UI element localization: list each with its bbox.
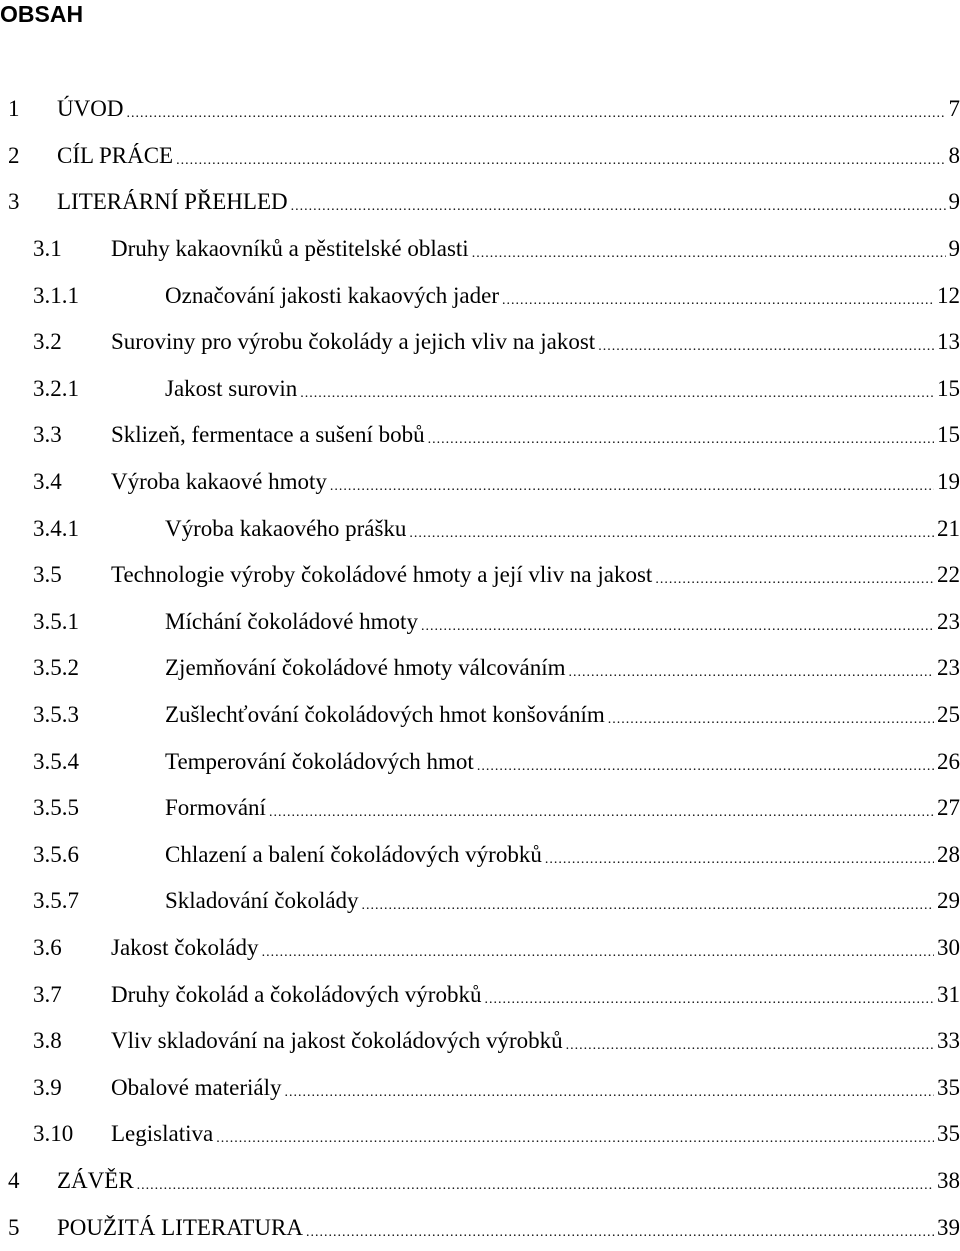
toc-entry[interactable] (0, 179, 960, 226)
dot-leader (300, 386, 934, 402)
toc-page-number: 9 (946, 236, 960, 262)
toc-entry[interactable] (0, 971, 960, 1018)
dot-leader (137, 1178, 934, 1194)
toc-number: 3.2 (0, 329, 111, 355)
dot-leader (502, 293, 934, 309)
toc-entry[interactable] (0, 692, 960, 739)
toc-page-number: 23 (934, 655, 960, 681)
dot-leader (545, 852, 934, 868)
toc-number: 3.1.1 (0, 283, 165, 309)
toc-entry[interactable] (0, 272, 960, 319)
toc-entry[interactable] (0, 785, 960, 832)
toc-number: 3.4.1 (0, 516, 165, 542)
toc-entry[interactable] (0, 86, 960, 133)
toc-entry[interactable] (0, 552, 960, 599)
dot-leader (608, 712, 934, 728)
toc-number: 3.9 (0, 1075, 111, 1101)
dot-leader (176, 153, 945, 169)
toc-page-number: 35 (934, 1121, 960, 1147)
toc-title: Míchání čokoládové hmoty (165, 609, 421, 635)
dot-leader (330, 479, 934, 495)
toc-entry[interactable] (0, 412, 960, 459)
toc-title: Výroba kakaového prášku (165, 516, 409, 542)
toc-page-number: 28 (934, 842, 960, 868)
toc-page-number: 35 (934, 1075, 960, 1101)
toc-number: 3.3 (0, 422, 111, 448)
dot-leader (421, 619, 934, 635)
toc-number: 3.5.5 (0, 795, 165, 821)
toc-title: Jakost čokolády (111, 935, 262, 961)
toc-entry[interactable] (0, 226, 960, 273)
toc-number: 4 (0, 1168, 57, 1194)
toc-number: 3.5.2 (0, 655, 165, 681)
toc-title: Temperování čokoládových hmot (165, 749, 477, 775)
toc-number: 3.4 (0, 469, 111, 495)
dot-leader (362, 898, 934, 914)
dot-leader (477, 759, 934, 775)
dot-leader (409, 526, 934, 542)
dot-leader (306, 1225, 934, 1241)
toc-entry[interactable] (0, 1064, 960, 1111)
toc-number: 3.7 (0, 982, 111, 1008)
toc-number: 3.5.7 (0, 888, 165, 914)
dot-leader (568, 665, 934, 681)
dot-leader (428, 432, 934, 448)
toc-number: 3.10 (0, 1121, 111, 1147)
toc-page-number: 27 (934, 795, 960, 821)
toc-entry[interactable] (0, 738, 960, 785)
toc-title: Legislativa (111, 1121, 216, 1147)
dot-leader (291, 199, 946, 215)
toc-entry[interactable] (0, 366, 960, 413)
dot-leader (472, 246, 946, 262)
toc-number: 3.5.6 (0, 842, 165, 868)
page-title: OBSAH (0, 0, 83, 28)
toc-number: 5 (0, 1215, 57, 1241)
toc-title: Formování (165, 795, 269, 821)
toc-title: Zjemňování čokoládové hmoty válcováním (165, 655, 568, 681)
toc-number: 3.2.1 (0, 376, 165, 402)
toc-page-number: 23 (934, 609, 960, 635)
toc-number: 3.8 (0, 1028, 111, 1054)
toc-title: Zušlechťování čokoládových hmot konšováním (165, 702, 608, 728)
toc-entry[interactable] (0, 925, 960, 972)
toc-page-number: 26 (934, 749, 960, 775)
toc-entry[interactable] (0, 319, 960, 366)
toc-page-number: 8 (946, 143, 960, 169)
toc-page-number: 7 (946, 96, 960, 122)
dot-leader (269, 805, 934, 821)
toc-page-number: 9 (946, 189, 960, 215)
toc-number: 1 (0, 96, 57, 122)
toc-page-number: 15 (934, 376, 960, 402)
toc-number: 3 (0, 189, 57, 215)
toc-entry[interactable] (0, 1018, 960, 1065)
toc-title: ZÁVĚR (57, 1168, 137, 1194)
toc-title: Druhy kakaovníků a pěstitelské oblasti (111, 236, 472, 262)
toc-number: 3.5 (0, 562, 111, 588)
toc-title: Obalové materiály (111, 1075, 285, 1101)
toc-title: Druhy čokolád a čokoládových výrobků (111, 982, 484, 1008)
toc-page-number: 25 (934, 702, 960, 728)
dot-leader (285, 1085, 934, 1101)
toc-number: 3.5.1 (0, 609, 165, 635)
dot-leader (566, 1038, 934, 1054)
dot-leader (126, 106, 945, 122)
toc-page-number: 21 (934, 516, 960, 542)
toc-number: 3.6 (0, 935, 111, 961)
toc-title: Technologie výroby čokoládové hmoty a její vliv na jakost (111, 562, 655, 588)
toc-title: ÚVOD (57, 96, 126, 122)
toc-page-number: 31 (934, 982, 960, 1008)
toc-title: Označování jakosti kakaových jader (165, 283, 502, 309)
toc-page-number: 22 (934, 562, 960, 588)
toc-title: Skladování čokolády (165, 888, 362, 914)
toc-number: 3.1 (0, 236, 111, 262)
toc-entry[interactable] (0, 878, 960, 925)
dot-leader (262, 945, 934, 961)
toc-page-number: 15 (934, 422, 960, 448)
toc-page-number: 29 (934, 888, 960, 914)
toc-title: Výroba kakaové hmoty (111, 469, 330, 495)
toc-entry[interactable] (0, 1158, 960, 1205)
toc-page-number: 30 (934, 935, 960, 961)
toc-number: 3.5.3 (0, 702, 165, 728)
toc-entry[interactable] (0, 1204, 960, 1251)
toc-entry[interactable] (0, 505, 960, 552)
toc-entry[interactable] (0, 832, 960, 879)
dot-leader (216, 1131, 934, 1147)
toc-page-number: 13 (934, 329, 960, 355)
dot-leader (484, 992, 934, 1008)
toc-entry[interactable] (0, 459, 960, 506)
toc-title: Chlazení a balení čokoládových výrobků (165, 842, 545, 868)
toc-page-number: 19 (934, 469, 960, 495)
table-of-contents (0, 86, 960, 1251)
toc-title: CÍL PRÁCE (57, 143, 176, 169)
toc-page-number: 38 (934, 1168, 960, 1194)
toc-title: LITERÁRNÍ PŘEHLED (57, 189, 291, 215)
toc-entry[interactable] (0, 1111, 960, 1158)
toc-entry[interactable] (0, 133, 960, 180)
toc-title: POUŽITÁ LITERATURA (57, 1215, 306, 1241)
toc-page-number: 39 (934, 1215, 960, 1241)
dot-leader (655, 572, 934, 588)
toc-entry[interactable] (0, 645, 960, 692)
toc-title: Suroviny pro výrobu čokolády a jejich vliv na jakost (111, 329, 598, 355)
toc-title: Vliv skladování na jakost čokoládových výrobků (111, 1028, 566, 1054)
toc-page-number: 33 (934, 1028, 960, 1054)
toc-page-number: 12 (934, 283, 960, 309)
toc-number: 3.5.4 (0, 749, 165, 775)
toc-title: Sklizeň, fermentace a sušení bobů (111, 422, 428, 448)
toc-title: Jakost surovin (165, 376, 300, 402)
dot-leader (598, 339, 934, 355)
toc-entry[interactable] (0, 599, 960, 646)
toc-number: 2 (0, 143, 57, 169)
